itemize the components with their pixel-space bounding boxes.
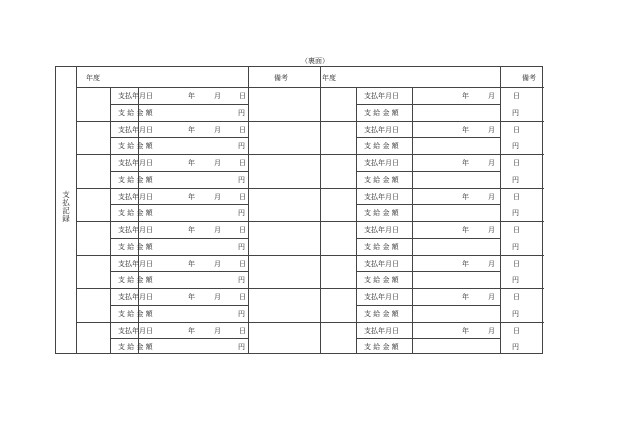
day-unit: 日 [513,92,520,100]
side-label-char: 支 [62,190,70,199]
payment-date-label: 支払年月日 [118,192,153,201]
row-divider [110,338,248,339]
year-unit: 年 [188,192,195,201]
year-unit: 年 [462,259,469,268]
day-unit: 日 [513,326,520,335]
payment-date-label: 支払年月日 [118,326,153,335]
payment-date-label: 支払年月日 [118,259,153,268]
payment-date-label: 支払年月日 [364,159,399,167]
side-label-char: 記 [62,206,70,215]
month-unit: 月 [214,192,221,201]
amount-label: 支 給 金 額 [364,242,399,251]
year-unit: 年 [188,259,195,268]
month-unit: 月 [488,226,495,234]
month-unit: 月 [488,92,495,100]
payment-date-label: 支払年月日 [364,192,399,201]
amount-label: 支 給 金 額 [118,142,153,151]
amount-label: 支 給 金 額 [364,209,399,218]
amount-label: 支 給 金 額 [364,276,399,285]
block-divider [76,221,544,222]
header-divider [76,87,544,88]
row-divider [356,204,500,205]
row-divider [356,338,500,339]
side-label [56,191,76,223]
amount-label: 支 給 金 額 [364,343,399,352]
header-remarks-left: 備考 [274,74,288,82]
month-unit: 月 [214,159,221,167]
month-unit: 月 [488,125,495,134]
yen-unit: 円 [512,309,519,318]
yen-unit: 円 [512,209,519,218]
yen-unit: 円 [238,242,245,251]
day-unit: 日 [239,92,246,100]
amount-label: 支 給 金 額 [118,209,153,218]
payment-date-label: 支払年月日 [118,226,153,234]
amount-label: 支 給 金 額 [364,309,399,318]
amount-label: 支 給 金 額 [118,309,153,318]
year-unit: 年 [462,125,469,134]
row-divider [356,171,500,172]
payment-date-label: 支払年月日 [118,125,153,134]
side-label-char: 払 [62,198,70,207]
amount-label: 支 給 金 額 [118,175,153,184]
day-unit: 日 [239,192,246,201]
amount-label: 支 給 金 額 [364,142,399,151]
month-unit: 月 [488,293,495,301]
block-divider [76,121,544,122]
payment-date-label: 支払年月日 [118,92,153,100]
day-unit: 日 [513,293,520,301]
row-divider [110,104,248,105]
row-divider [110,171,248,172]
row-divider [110,238,248,239]
month-unit: 月 [488,326,495,335]
yen-unit: 円 [512,175,519,184]
month-unit: 月 [488,192,495,201]
day-unit: 日 [513,226,520,234]
yen-unit: 円 [512,276,519,285]
year-unit: 年 [188,125,195,134]
year-unit: 年 [188,293,195,301]
row-divider [110,137,248,138]
month-unit: 月 [214,293,221,301]
block-divider [76,255,544,256]
amount-label: 支 給 金 額 [118,242,153,251]
yen-unit: 円 [512,242,519,251]
amount-label: 支 給 金 額 [118,276,153,285]
payment-date-label: 支払年月日 [364,125,399,134]
yen-unit: 円 [238,309,245,318]
grid-vertical-line [248,67,249,353]
amount-label: 支 給 金 額 [364,175,399,184]
block-divider [76,188,544,189]
day-unit: 日 [513,125,520,134]
month-unit: 月 [488,159,495,167]
year-unit: 年 [462,192,469,201]
day-unit: 日 [239,293,246,301]
header-year-left: 年度 [86,74,100,82]
yen-unit: 円 [238,209,245,218]
day-unit: 日 [513,259,520,268]
day-unit: 日 [239,259,246,268]
month-unit: 月 [214,259,221,268]
month-unit: 月 [214,125,221,134]
year-unit: 年 [188,92,195,100]
yen-unit: 円 [512,142,519,151]
yen-unit: 円 [238,175,245,184]
yen-unit: 円 [512,108,519,117]
month-unit: 月 [488,259,495,268]
yen-unit: 円 [238,108,245,117]
payment-date-label: 支払年月日 [364,226,399,234]
year-unit: 年 [462,326,469,335]
payment-date-label: 支払年月日 [364,326,399,335]
month-unit: 月 [214,326,221,335]
year-unit: 年 [188,226,195,234]
row-divider [110,271,248,272]
day-unit: 日 [239,326,246,335]
side-label-char: 録 [62,214,70,223]
month-unit: 月 [214,226,221,234]
payment-date-label: 支払年月日 [364,293,399,301]
grid-vertical-line [110,87,111,353]
payment-record-form [55,66,543,354]
row-divider [356,104,500,105]
header-remarks-right: 備考 [522,74,536,82]
year-unit: 年 [188,326,195,335]
yen-unit: 円 [238,343,245,352]
payment-date-label: 支払年月日 [118,293,153,301]
day-unit: 日 [239,125,246,134]
block-divider [76,288,544,289]
payment-date-label: 支払年月日 [364,92,399,100]
day-unit: 日 [513,159,520,167]
year-unit: 年 [188,159,195,167]
payment-date-label: 支払年月日 [364,259,399,268]
yen-unit: 円 [512,343,519,352]
day-unit: 日 [239,226,246,234]
row-divider [356,238,500,239]
amount-label: 支 給 金 額 [364,108,399,117]
year-unit: 年 [462,159,469,167]
year-unit: 年 [462,92,469,100]
row-divider [356,137,500,138]
block-divider [76,322,544,323]
yen-unit: 円 [238,276,245,285]
day-unit: 日 [239,159,246,167]
amount-label: 支 給 金 額 [118,108,153,117]
page-caption: （裏面） [301,57,329,65]
row-divider [356,271,500,272]
yen-unit: 円 [238,142,245,151]
row-divider [356,305,500,306]
row-divider [110,305,248,306]
header-year-right: 年度 [322,74,336,82]
payment-date-label: 支払年月日 [118,159,153,167]
year-unit: 年 [462,293,469,301]
grid-vertical-line [320,67,321,353]
amount-label: 支 給 金 額 [118,343,153,352]
day-unit: 日 [513,192,520,201]
grid-vertical-line [356,87,357,353]
grid-vertical-line [500,67,501,353]
month-unit: 月 [214,92,221,100]
grid-vertical-line [412,87,413,353]
row-divider [110,204,248,205]
year-unit: 年 [462,226,469,234]
grid-vertical-line [76,67,77,353]
block-divider [76,154,544,155]
